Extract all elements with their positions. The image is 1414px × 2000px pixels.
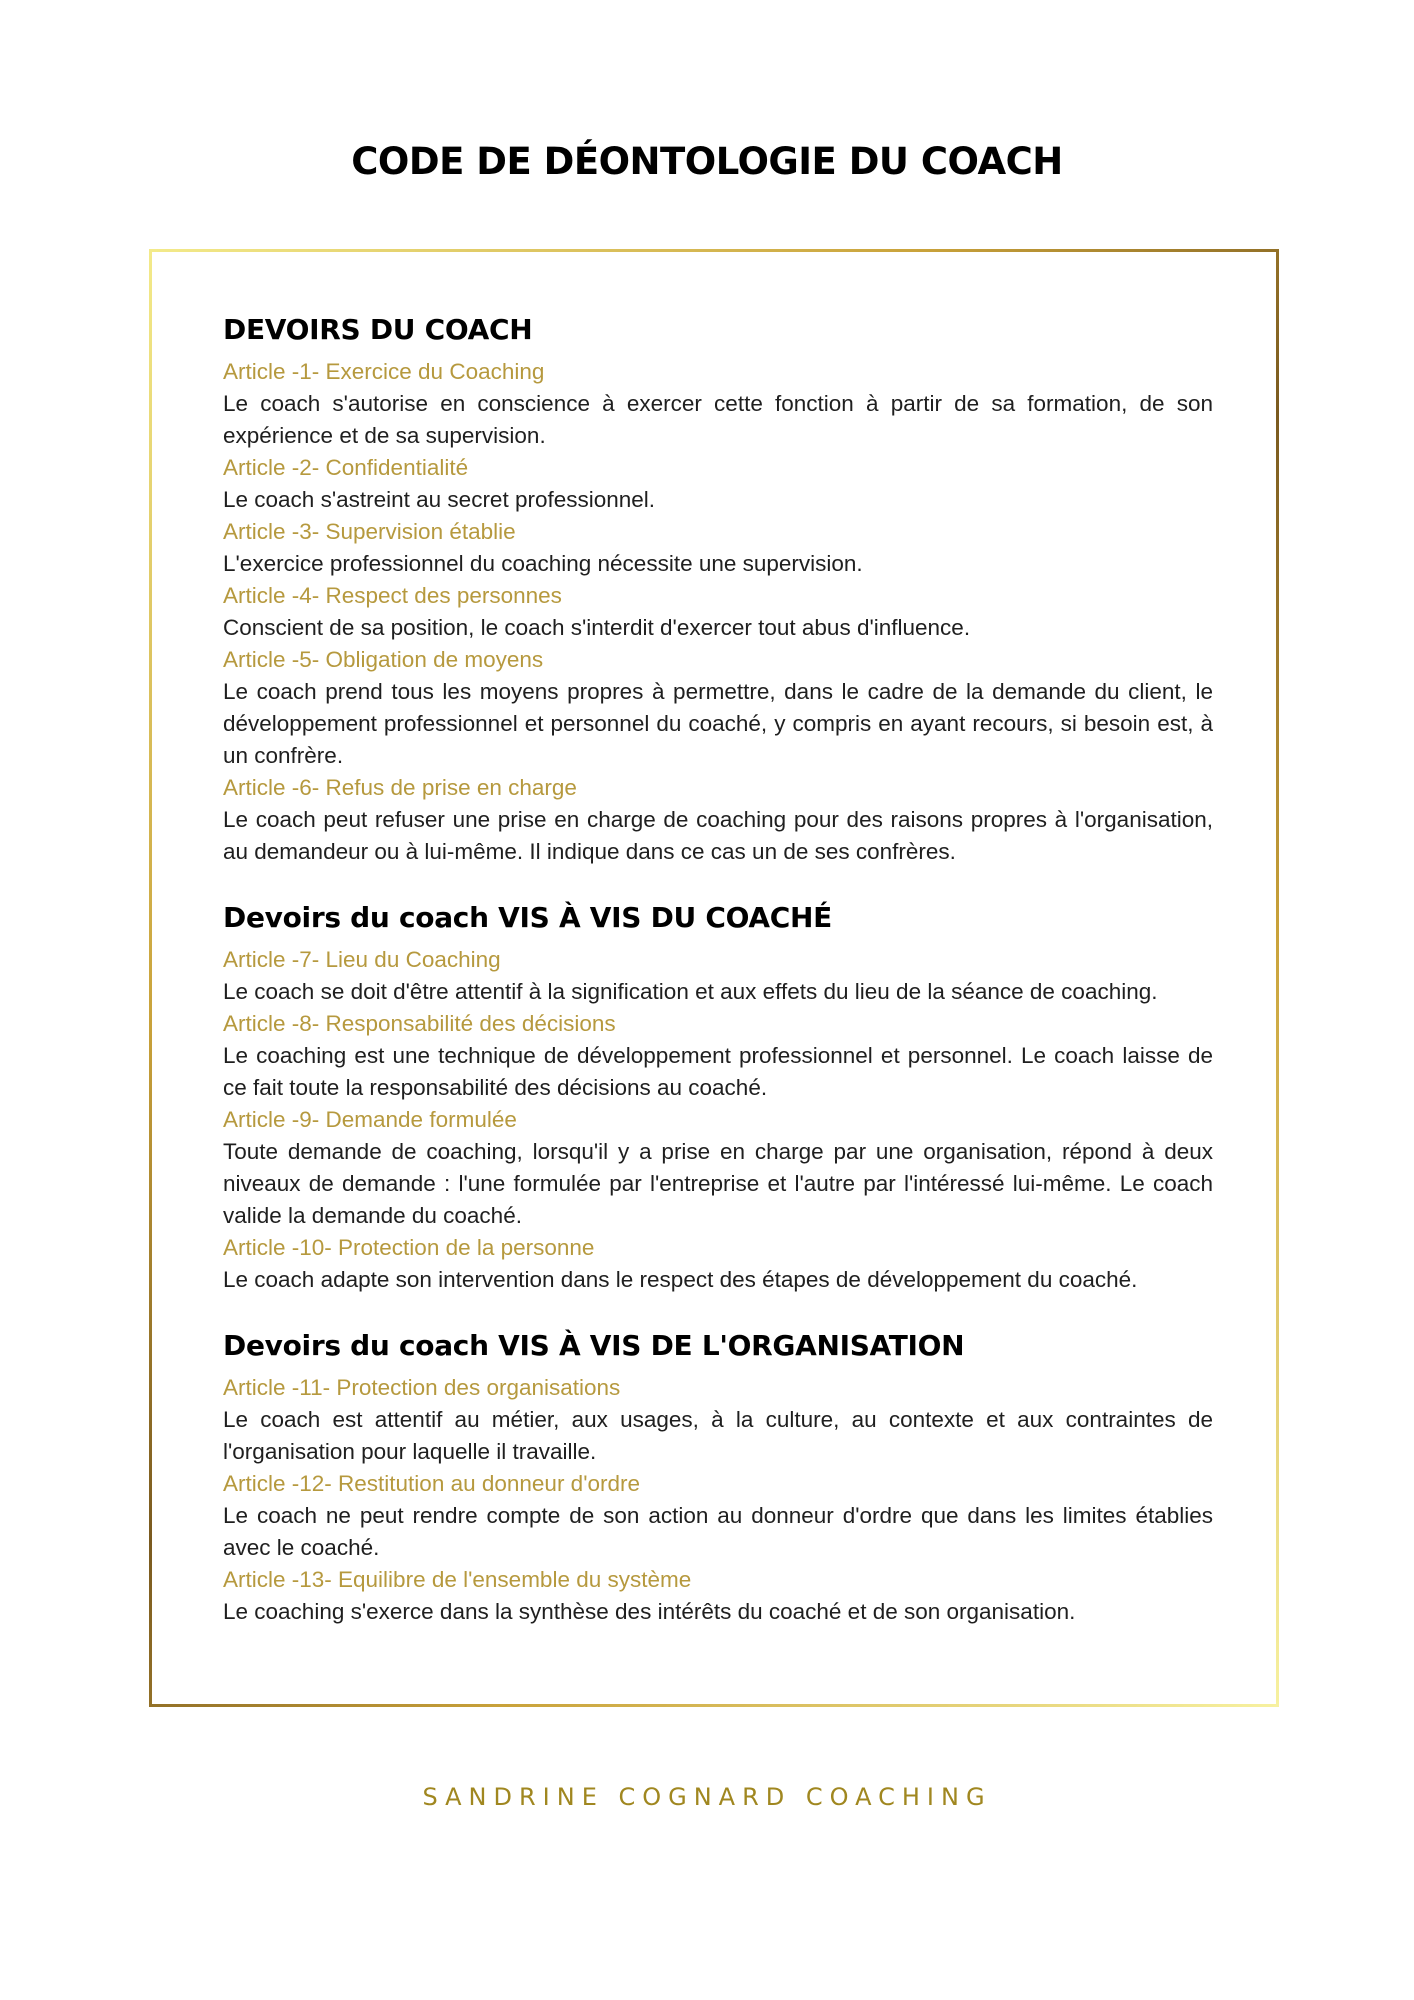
footer-brand: SANDRINE COGNARD COACHING [422, 1783, 992, 1811]
article-body: Le coaching est une technique de développement professionnel et personnel. Le coach laisse de ce fait toute la responsabilité des décisions au coaché. [223, 1043, 1213, 1100]
article-body: Le coach prend tous les moyens propres à permettre, dans le cadre de la demande du client, le développement professionnel et personnel du coaché, y compris en ayant recours, si besoin est, à un confrère. [223, 679, 1213, 768]
article-title: Article -8- Responsabilité des décisions [223, 1011, 616, 1036]
article-body: Le coach s'autorise en conscience à exercer cette fonction à partir de sa formation, de son expérience et de sa supervision. [223, 391, 1213, 448]
page-title: CODE DE DÉONTOLOGIE DU COACH [351, 140, 1063, 183]
article-title: Article -3- Supervision établie [223, 519, 516, 544]
article-body: Le coach s'astreint au secret professionnel. [223, 487, 656, 512]
article-body: Toute demande de coaching, lorsqu'il y a prise en charge par une organisation, répond à deux niveaux de demande : l'une formulée par l'entreprise et l'autre par l'intéressé lui-même. Le coach valide la demande du coaché. [223, 1139, 1213, 1228]
section-vis-a-vis-du-coache [223, 898, 1213, 1296]
article-title: Article -1- Exercice du Coaching [223, 359, 545, 384]
article-body: Le coaching s'exerce dans la synthèse des intérêts du coaché et de son organisation. [223, 1599, 1076, 1624]
section-heading: Devoirs du coach VIS À VIS DU COACHÉ [223, 901, 833, 934]
article-title: Article -9- Demande formulée [223, 1107, 517, 1132]
article-body: L'exercice professionnel du coaching nécessite une supervision. [223, 551, 863, 576]
article-body: Le coach peut refuser une prise en charge de coaching pour des raisons propres à l'organisation, au demandeur ou à lui-même. Il indique dans ce cas un de ses confrères. [223, 807, 1213, 864]
article-body: Le coach adapte son intervention dans le respect des étapes de développement du coaché. [223, 1267, 1138, 1292]
article-body: Le coach se doit d'être attentif à la signification et aux effets du lieu de la séance de coaching. [223, 979, 1158, 1004]
article-title: Article -10- Protection de la personne [223, 1235, 595, 1260]
section-heading: DEVOIRS DU COACH [223, 313, 533, 346]
section-vis-a-vis-de-l-organisation [223, 1326, 1213, 1628]
article-title: Article -13- Equilibre de l'ensemble du système [223, 1567, 692, 1592]
article-title: Article -6- Refus de prise en charge [223, 775, 577, 800]
document-content [223, 310, 1213, 1658]
article-title: Article -11- Protection des organisations [223, 1375, 621, 1400]
article-body: Le coach ne peut rendre compte de son action au donneur d'ordre que dans les limites établies avec le coaché. [223, 1503, 1213, 1560]
section-devoirs-du-coach [223, 310, 1213, 868]
article-title: Article -2- Confidentialité [223, 455, 469, 480]
article-title: Article -12- Restitution au donneur d'ordre [223, 1471, 641, 1496]
article-title: Article -4- Respect des personnes [223, 583, 562, 608]
article-title: Article -5- Obligation de moyens [223, 647, 544, 672]
article-title: Article -7- Lieu du Coaching [223, 947, 501, 972]
section-heading: Devoirs du coach VIS À VIS DE L'ORGANISATION [223, 1329, 965, 1362]
article-body: Le coach est attentif au métier, aux usages, à la culture, au contexte et aux contraintes de l'organisation pour laquelle il travaille. [223, 1407, 1213, 1464]
article-body: Conscient de sa position, le coach s'interdit d'exercer tout abus d'influence. [223, 615, 971, 640]
